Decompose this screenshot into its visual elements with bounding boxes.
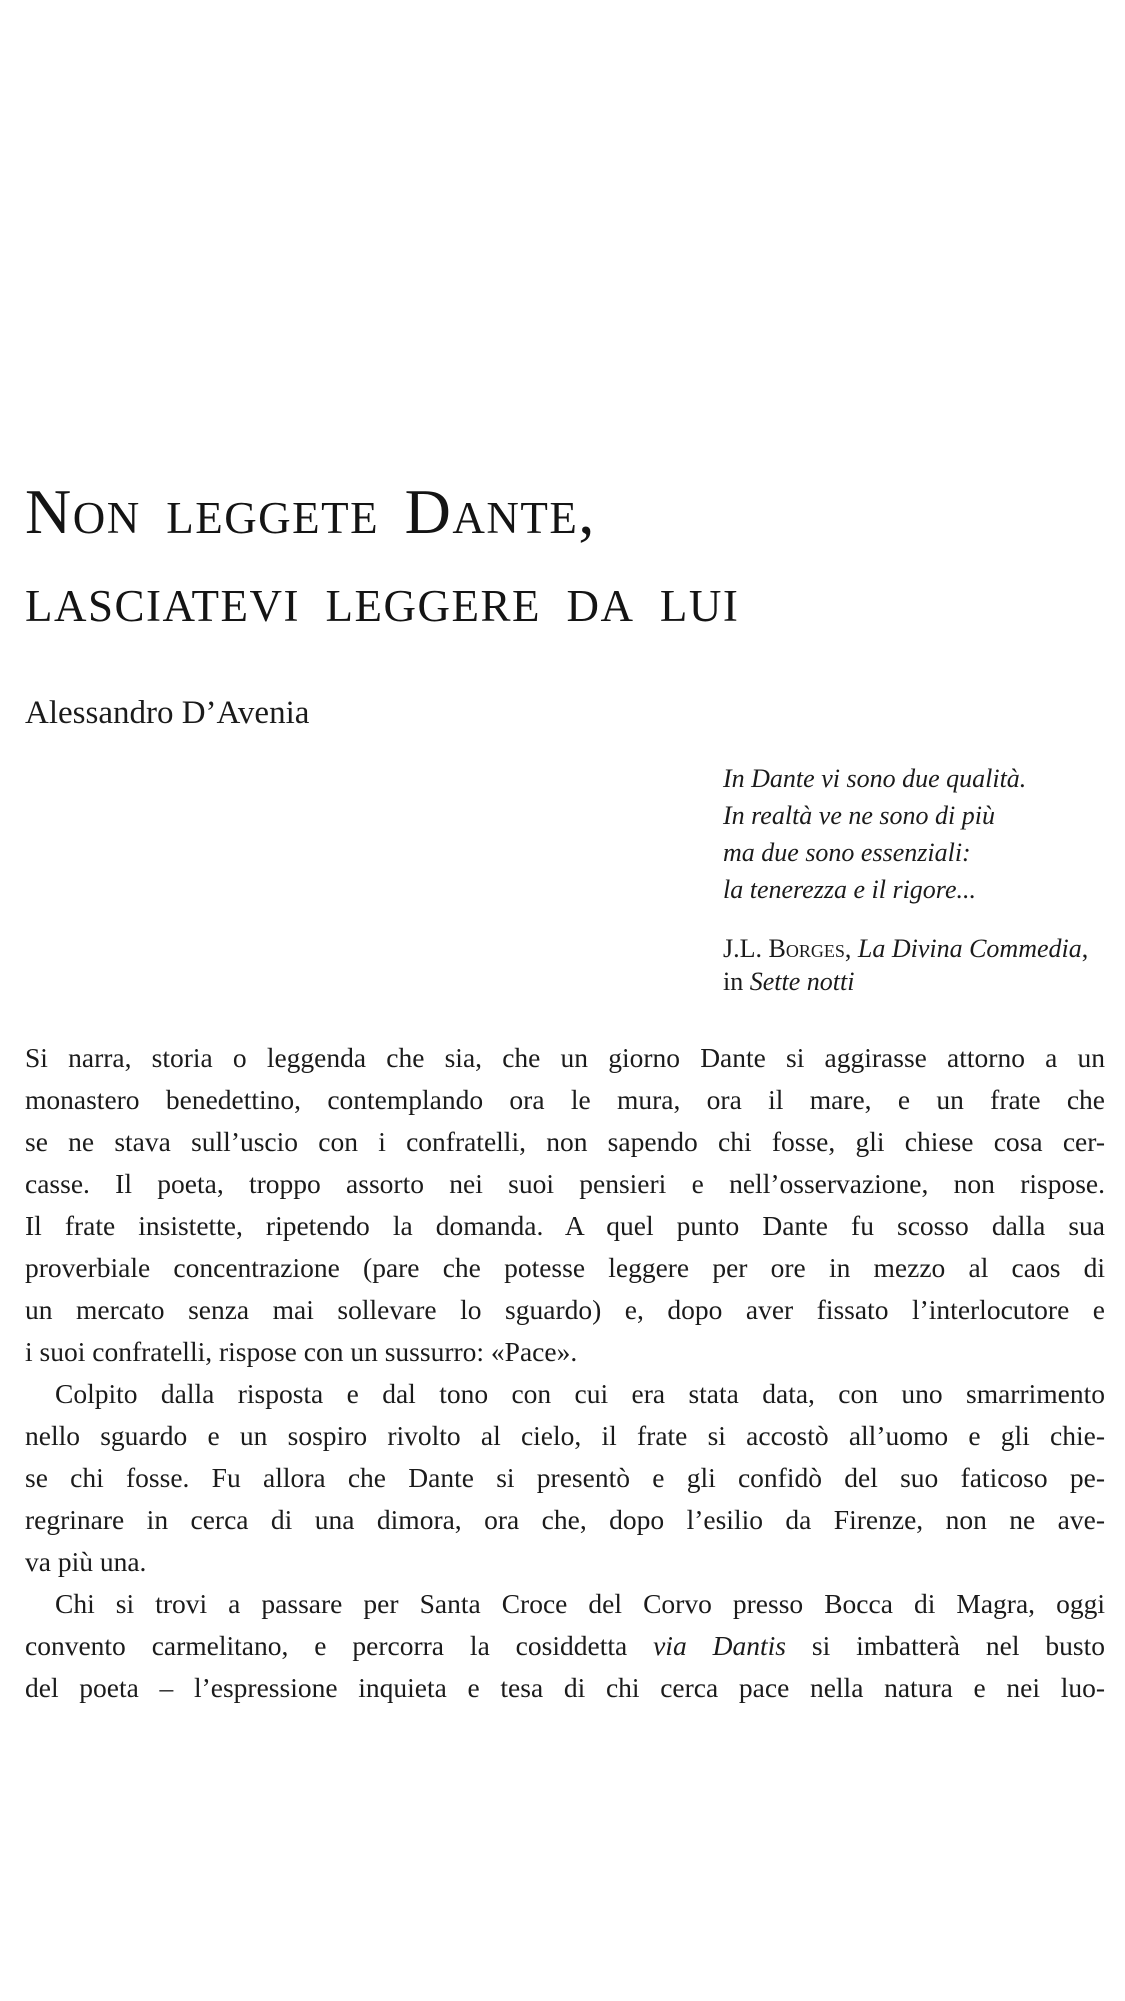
text-segment: se chi fosse. Fu allora che Dante si presentò e gli confidò del suo faticoso pe- <box>25 1462 1105 1493</box>
text-segment: Sette notti <box>749 967 855 996</box>
text-segment: i suoi confratelli, rispose con un sussurro: «Pace». <box>25 1336 578 1367</box>
body-line <box>25 1037 1105 1079</box>
text-segment: casse. Il poeta, troppo assorto nei suoi pensieri e nell’osservazione, non rispose. <box>25 1168 1105 1199</box>
body-line <box>25 1415 1105 1457</box>
epigraph-line: ma due sono essenziali: <box>723 838 971 867</box>
text-segment: se ne stava sull’uscio con i confratelli, non sapendo chi fosse, gli chiese cosa cer- <box>25 1126 1105 1157</box>
epigraph-line: In Dante vi sono due qualità. <box>723 764 1027 793</box>
text-segment: Borges <box>768 934 845 963</box>
epigraph-attribution <box>723 932 1123 998</box>
text-segment: via Dantis <box>653 1630 786 1661</box>
body-line <box>25 1667 1105 1709</box>
text-segment: monastero benedettino, contemplando ora le mura, ora il mare, e un frate che <box>25 1084 1105 1115</box>
epigraph-quote <box>723 760 1113 908</box>
body-line <box>25 1541 1105 1583</box>
text-segment: del poeta – l’espressione inquieta e tesa di chi cerca pace nella natura e nei luo- <box>25 1672 1105 1703</box>
text-segment: si imbatterà nel busto <box>785 1630 1105 1661</box>
body-line <box>25 1163 1105 1205</box>
chapter-title-line2: lasciatevi leggere da lui <box>25 564 740 635</box>
author-name: Alessandro D’Avenia <box>25 695 310 731</box>
text-segment: regrinare in cerca di una dimora, ora che, dopo l’esilio da Firenze, non ne ave- <box>25 1504 1105 1535</box>
text-segment: va più una. <box>25 1546 147 1577</box>
text-segment: in <box>723 967 750 996</box>
body-line <box>25 1079 1105 1121</box>
text-segment: Colpito dalla risposta e dal tono con cui era stata data, con uno smarrimento <box>55 1378 1105 1409</box>
text-segment: convento carmelitano, e percorra la cosiddetta <box>25 1630 654 1661</box>
body-line <box>25 1583 1105 1625</box>
text-segment: J.L. <box>723 934 769 963</box>
attribution-line <box>723 932 1123 965</box>
body-line <box>25 1121 1105 1163</box>
text-segment: La Divina Commedia <box>857 934 1082 963</box>
body-line <box>25 1247 1105 1289</box>
epigraph-line: la tenerezza e il rigore... <box>723 875 976 904</box>
text-segment: Si narra, storia o leggenda che sia, che un giorno Dante si aggirasse attorno a un <box>25 1042 1105 1073</box>
body-line <box>25 1499 1105 1541</box>
attribution-line <box>723 965 1123 998</box>
text-segment: proverbiale concentrazione (pare che potesse leggere per ore in mezzo al caos di <box>25 1252 1105 1283</box>
text-segment: un mercato senza mai sollevare lo sguardo) e, dopo aver fissato l’interlocutore e <box>25 1294 1105 1325</box>
text-segment: , <box>844 934 858 963</box>
chapter-title <box>25 468 1105 644</box>
text-segment: , <box>1081 934 1089 963</box>
text-segment: Il frate insistette, ripetendo la domanda. A quel punto Dante fu scosso dalla sua <box>25 1210 1105 1241</box>
text-segment: Chi si trovi a passare per Santa Croce del Corvo presso Bocca di Magra, oggi <box>55 1588 1105 1619</box>
body-text <box>25 1037 1105 1709</box>
body-line <box>25 1289 1105 1331</box>
epigraph-line: In realtà ve ne sono di più <box>723 801 995 830</box>
body-line <box>25 1625 1105 1667</box>
body-line <box>25 1373 1105 1415</box>
body-line <box>25 1205 1105 1247</box>
body-line <box>25 1457 1105 1499</box>
chapter-title-line1: Non leggete Dante, <box>25 476 596 547</box>
body-line <box>25 1331 1105 1373</box>
text-segment: nello sguardo e un sospiro rivolto al cielo, il frate si accostò all’uomo e gli chie- <box>25 1420 1105 1451</box>
